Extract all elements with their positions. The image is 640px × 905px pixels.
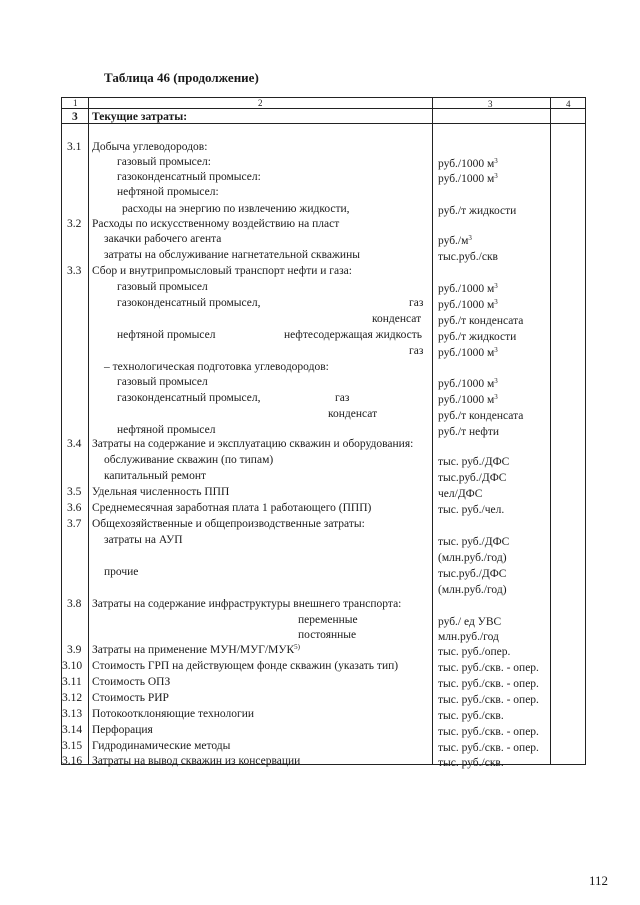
row-number: 3.5 bbox=[67, 486, 82, 498]
row-text: Затраты на применение МУН/МУГ/МУК$^{5)}$ bbox=[92, 643, 300, 656]
row-subtext: конденсат bbox=[372, 313, 422, 325]
row-text: газоконденсатный промысел, bbox=[117, 392, 261, 404]
unit-superscript: 3 bbox=[468, 234, 472, 242]
header-col-3: 3 bbox=[488, 99, 493, 109]
row-subtext: газ bbox=[409, 297, 424, 309]
header-col-2: 2 bbox=[258, 98, 263, 108]
row-unit: тыс.руб./ДФС bbox=[438, 472, 507, 484]
column-divider bbox=[550, 98, 551, 764]
row-unit: тыс. руб./ДФС bbox=[438, 456, 510, 468]
row-unit: руб./т нефти bbox=[438, 426, 500, 438]
row-text: нефтяной промысел bbox=[117, 329, 216, 341]
section-title: Текущие затраты: bbox=[92, 111, 188, 123]
row-unit: чел/ДФС bbox=[438, 488, 483, 500]
row-text: газоконденсатный промысел: bbox=[117, 171, 261, 183]
row-unit: руб./ ед УВС bbox=[438, 616, 502, 628]
row-unit: руб./т конденсата bbox=[438, 315, 524, 327]
row-unit: руб./т жидкости bbox=[438, 331, 517, 343]
row-unit: тыс. руб./чел. bbox=[438, 504, 505, 516]
row-text: Гидродинамические методы bbox=[92, 740, 231, 752]
unit-superscript: 3 bbox=[494, 282, 498, 290]
row-number: 3.14 bbox=[62, 724, 83, 736]
unit-superscript: 3 bbox=[494, 298, 498, 306]
row-number: 3.4 bbox=[67, 438, 82, 450]
row-unit: руб./1000 $м^3$ bbox=[438, 282, 498, 295]
section-number: 3 bbox=[72, 111, 78, 123]
row-text: газовый промысел bbox=[117, 376, 208, 388]
row-subtext: газ bbox=[335, 392, 350, 404]
unit-superscript: 3 bbox=[494, 157, 498, 165]
row-subtext: конденсат bbox=[328, 408, 378, 420]
row-text: Потокоотклоняющие технологии bbox=[92, 708, 254, 720]
header-col-4: 4 bbox=[566, 99, 571, 109]
row-number: 3.16 bbox=[62, 755, 83, 767]
row-unit: $руб./м^3$ bbox=[438, 234, 472, 247]
header-col-1: 1 bbox=[73, 98, 78, 108]
row-subtext: газ bbox=[409, 345, 424, 357]
row-text: Стоимость ОПЗ bbox=[92, 676, 171, 688]
row-unit: тыс. руб./опер. bbox=[438, 646, 511, 658]
footnote-mark: 5) bbox=[294, 643, 300, 651]
row-text: Сбор и внутрипромысловый транспорт нефти и газа: bbox=[92, 265, 352, 277]
row-number: 3.8 bbox=[67, 598, 82, 610]
row-unit: тыс. руб./скв. - опер. bbox=[438, 726, 539, 738]
row-unit: руб./1000 $м^3$ bbox=[438, 157, 498, 170]
column-divider bbox=[88, 98, 89, 764]
row-text: газовый промысел: bbox=[117, 156, 211, 168]
row-unit: руб./1000 $м^3$ bbox=[438, 393, 498, 406]
row-text: затраты на АУП bbox=[104, 534, 183, 546]
row-text: Удельная численность ППП bbox=[92, 486, 230, 498]
row-number: 3.2 bbox=[67, 218, 82, 230]
row-text: Добыча углеводородов: bbox=[92, 141, 208, 153]
row-number: 3.1 bbox=[67, 141, 82, 153]
row-unit: млн.руб./год bbox=[438, 631, 499, 643]
row-number: 3.15 bbox=[62, 740, 83, 752]
page-number: 112 bbox=[589, 873, 609, 888]
row-text: Стоимость ГРП на действующем фонде скважин (указать тип) bbox=[92, 660, 399, 672]
row-text: Затраты на вывод скважин из консервации bbox=[92, 755, 301, 767]
row-text: Перфорация bbox=[92, 724, 153, 736]
row-text: нефтяной промысел bbox=[117, 424, 216, 436]
unit-superscript: 3 bbox=[494, 346, 498, 354]
row-unit: (млн.руб./год) bbox=[438, 552, 507, 564]
row-text: прочие bbox=[104, 566, 139, 578]
row-unit: тыс. руб./скв. bbox=[438, 710, 504, 722]
row-text: Затраты на содержание и эксплуатацию скважин и оборудования: bbox=[92, 438, 414, 450]
row-unit: руб./т жидкости bbox=[438, 205, 517, 217]
unit-superscript: 3 bbox=[494, 393, 498, 401]
row-number: 3.3 bbox=[67, 265, 82, 277]
row-number: 3.12 bbox=[62, 692, 83, 704]
costs-table bbox=[61, 97, 586, 769]
row-text: Расходы по искусственному воздействию на пласт bbox=[92, 218, 340, 230]
row-unit: руб./т конденсата bbox=[438, 410, 524, 422]
row-text: затраты на обслуживание нагнетательной скважины bbox=[104, 249, 360, 261]
row-unit: руб./1000 $м^3$ bbox=[438, 346, 498, 359]
unit-superscript: 3 bbox=[494, 172, 498, 180]
row-text: Затраты на содержание инфраструктуры внешнего транспорта: bbox=[92, 598, 402, 610]
row-text: капитальный ремонт bbox=[104, 470, 207, 482]
row-unit: тыс. руб./скв. - опер. bbox=[438, 678, 539, 690]
row-text: нефтяной промысел: bbox=[117, 186, 219, 198]
row-text: Общехозяйственные и общепроизводственные затраты: bbox=[92, 518, 365, 530]
row-text: Среднемесячная заработная плата 1 работающего (ППП) bbox=[92, 502, 372, 514]
row-unit: руб./1000 $м^3$ bbox=[438, 377, 498, 390]
row-unit: руб./1000 $м^3$ bbox=[438, 298, 498, 311]
row-unit: тыс.руб./скв bbox=[438, 251, 498, 263]
row-unit: тыс. руб./скв. - опер. bbox=[438, 662, 539, 674]
row-text: обслуживание скважин (по типам) bbox=[104, 454, 274, 466]
row-subtext: нефтесодержащая жидкость bbox=[284, 329, 423, 341]
column-divider bbox=[432, 98, 433, 764]
row-subtext: переменные bbox=[298, 614, 358, 626]
row-number: 3.6 bbox=[67, 502, 82, 514]
row-unit: тыс. руб./скв. bbox=[438, 757, 504, 769]
row-text: закачки рабочего агента bbox=[104, 233, 222, 245]
unit-superscript: 3 bbox=[494, 377, 498, 385]
row-text: Стоимость РИР bbox=[92, 692, 169, 704]
row-number: 3.7 bbox=[67, 518, 82, 530]
row-unit: тыс. руб./скв. - опер. bbox=[438, 742, 539, 754]
row-unit: тыс.руб./ДФС bbox=[438, 568, 507, 580]
row-number: 3.13 bbox=[62, 708, 83, 720]
header-divider bbox=[62, 108, 585, 109]
row-unit: руб./1000 $м^3$ bbox=[438, 172, 498, 185]
row-unit: тыс. руб./скв. - опер. bbox=[438, 694, 539, 706]
row-text: расходы на энергию по извлечению жидкости, bbox=[122, 203, 350, 215]
row-number: 3.11 bbox=[62, 676, 82, 688]
row-number: 3.10 bbox=[62, 660, 83, 672]
row-text: газоконденсатный промысел, bbox=[117, 297, 261, 309]
table-title: Таблица 46 (продолжение) bbox=[104, 70, 259, 85]
row-text: газовый промысел bbox=[117, 281, 208, 293]
row-text: – технологическая подготовка углеводородов: bbox=[104, 361, 329, 373]
row-unit: (млн.руб./год) bbox=[438, 584, 507, 596]
row-subtext: постоянные bbox=[298, 629, 357, 641]
row-unit: тыс. руб./ДФС bbox=[438, 536, 510, 548]
row-number: 3.9 bbox=[67, 644, 82, 656]
